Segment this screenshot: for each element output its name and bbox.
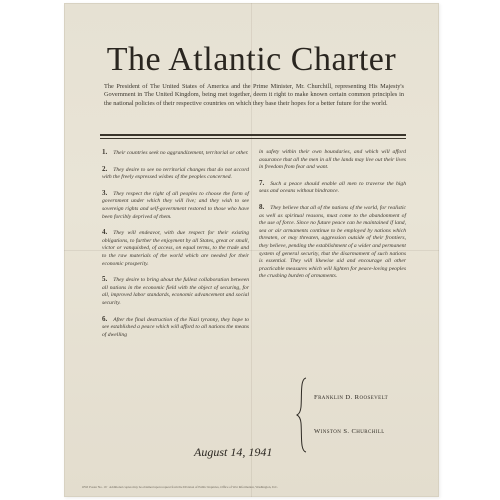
principle-1: [102, 149, 249, 158]
principle-3: [102, 190, 249, 221]
principle-number: 7.: [259, 178, 265, 187]
signer-roosevelt: Franklin D. Roosevelt: [314, 394, 389, 401]
principle-5: [102, 276, 249, 307]
signature-brace-icon: [296, 377, 308, 453]
signer-churchill: Winston S. Churchill: [314, 428, 385, 435]
principle-7: [259, 180, 406, 196]
principle-4: [102, 229, 249, 268]
principle-text: They respect the right of all peoples to choose the form of government under which they will live; and they wish to see sovereign rights and self-government restored to those who have been forcibly deprived of them.: [102, 190, 249, 220]
principle-text: Their countries seek no aggrandizement, territorial or other.: [113, 150, 249, 156]
principle-number: 1.: [102, 148, 108, 156]
principle-text: They believe that all of the nations of the world, for realistic as well as spiritual reasons, must come to the abandonment of the use of force. Since no future peace can be maintained if land, sea or air armaments continue to be employed by nations which threaten, or may threaten, aggression outside of their frontiers, they believe, pending the establishment of a wider and permanent system of general security, that the disarmament of such nations is essential. They will likewise aid and encourage all other practicable measures which will lighten for peace-loving peoples the crushing burden of armaments.: [259, 204, 406, 280]
right-column: [259, 149, 406, 289]
document-title: The Atlantic Charter: [106, 41, 397, 78]
divider-rule-thin: [100, 138, 406, 139]
principle-8: [259, 204, 406, 281]
poster-footer-note: OWI Poster No. 19 · Additional copies may be obtained upon request from the Division of Public Inquiries, Office of War Information, Washington, D.C.: [82, 485, 279, 489]
principle-number: 2.: [102, 164, 108, 173]
divider-rule-thick: [100, 134, 406, 136]
principle-text: They will endeavor, with due respect for their existing obligations, to further the enjoyment by all States, great or small, victor or vanquished, of access, on equal terms, to the trade and to the raw materials of the world which are needed for their economic prosperity.: [102, 230, 249, 267]
principle-number: 6.: [102, 314, 108, 323]
principle-number: 8.: [259, 202, 265, 211]
charter-poster: [64, 3, 439, 497]
principle-text: They desire to bring about the fullest collaboration between all nations in the economic field with the object of securing, for all, improved labor standards, economic advancement and social security.: [102, 277, 249, 306]
principle-number: 3.: [102, 188, 108, 197]
principle-text: After the final destruction of the Nazi tyranny, they hope to see established a peace which will afford to all nations the means of dwelling: [102, 316, 249, 338]
left-column: [102, 149, 249, 347]
preamble-paragraph: The President of The United States of America and the Prime Minister, Mr. Churchill, representing His Majesty's Government in The United Kingdom, being met together, deem it right to make known certain common principles in the national policies of their respective countries on which they base their hopes for a better future for the world.: [104, 83, 404, 107]
principle-number: 4.: [102, 228, 108, 237]
charter-date: August 14, 1941: [194, 445, 273, 459]
principle-6: [102, 316, 249, 340]
principle-number: 5.: [102, 275, 108, 284]
principle-text: They desire to see no territorial changes that do not accord with the freely expressed wishes of the peoples concerned.: [102, 166, 249, 181]
principle-6-continuation: in safety within their own boundaries, and which will afford assurance that all the men in all the lands may live out their lives in freedom from fear and want.: [259, 149, 406, 171]
principle-text: Such a peace should enable all men to traverse the high seas and oceans without hindrance.: [259, 180, 406, 195]
principle-2: [102, 166, 249, 182]
